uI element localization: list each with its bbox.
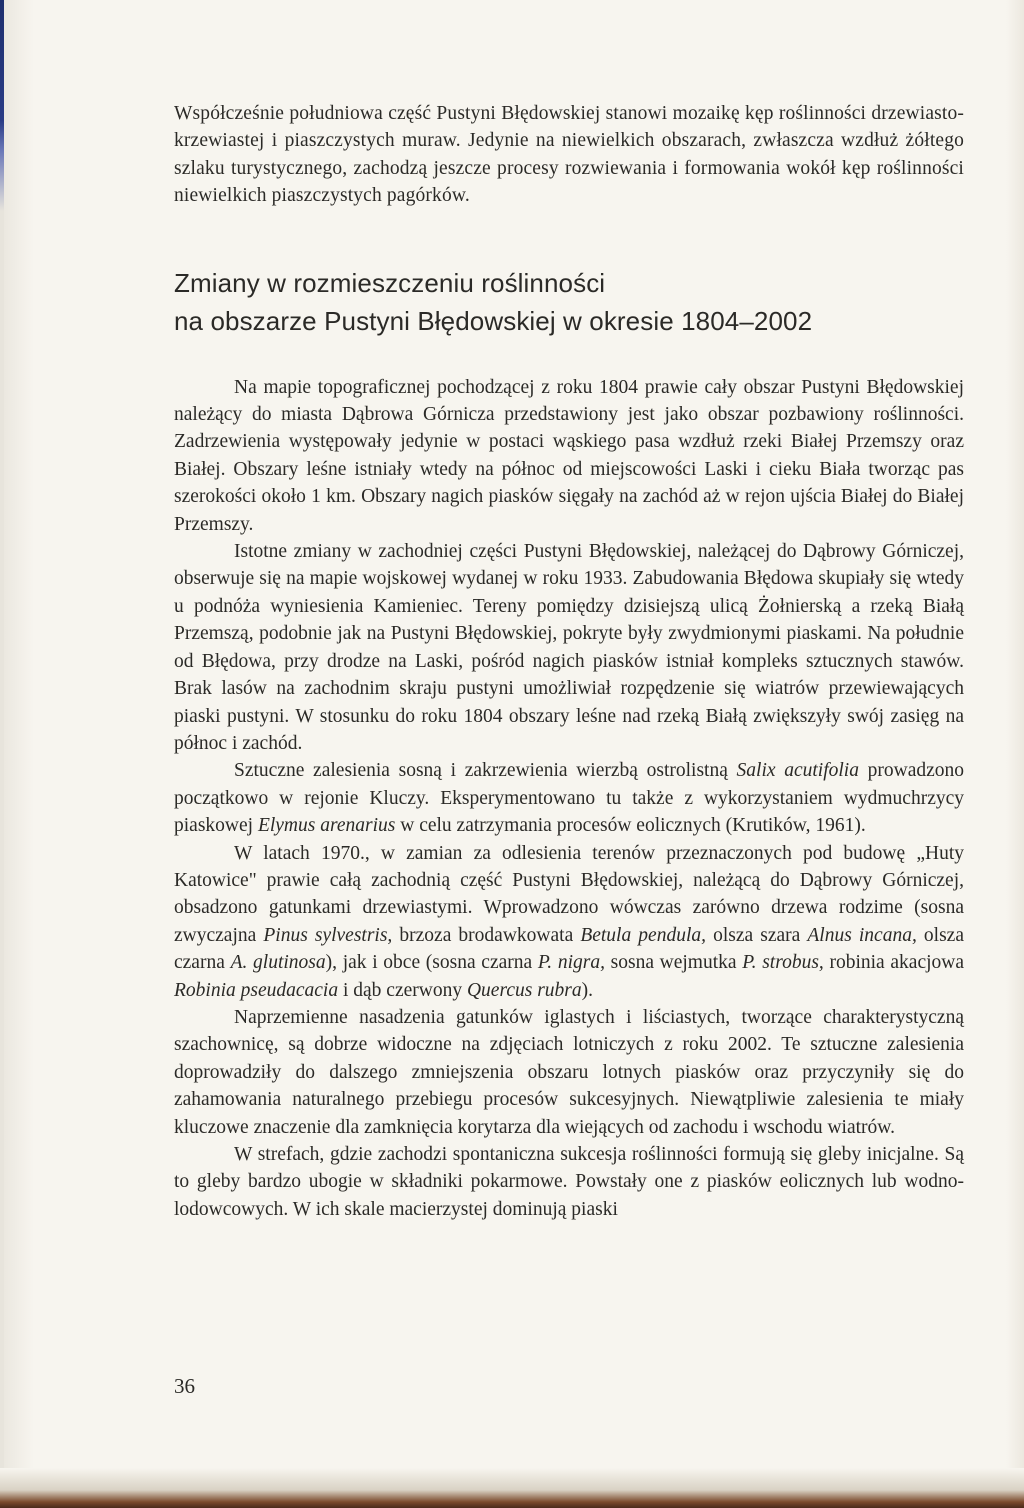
species-name: Elymus arenarius xyxy=(257,815,396,837)
paragraph-1970s-planting xyxy=(174,840,964,1004)
page-content xyxy=(174,100,964,1223)
text-run: sosna wejmutka xyxy=(604,952,743,974)
paragraph-checkerboard: Naprzemienne nasadzenia gatunków iglastych i liściastych, tworzące charakterystyczną szachownicę, są dobrze widoczne na zdjęciach lotniczych z roku 2002. Te sztuczne zalesienia doprowadziły do dalszego zmniejszenia obszaru lotnych piasków oraz przyczyniły się do zahamowania naturalnego przebiegu procesów sukcesyjnych. Niewątpliwie zalesienia te miały kluczowe znaczenie dla zamknięcia korytarza dla wiejących od zachodu i wschodu wiatrów. xyxy=(174,1006,964,1138)
section-body xyxy=(174,374,964,1224)
section-heading-line-1: Zmiany w rozmieszczeniu roślinności xyxy=(174,267,606,298)
text-run: Sztuczne zalesienia sosną i zakrzewienia wierzbą ostrolistną xyxy=(234,760,737,782)
species-name: Quercus rubra xyxy=(466,979,582,1001)
page-number: 36 xyxy=(174,1374,195,1398)
intro-paragraph: Współcześnie południowa część Pustyni Błędowskiej stanowi mozaikę kęp roślinności drzewiasto-krzewiastej i piaszczystych muraw. Jedynie na niewielkich obszarach, zwłaszcza wzdłuż żółtego szlaku turystycznego, zachodzą jeszcze procesy rozwiewania i formowania wokół kęp roślinności niewielkich piaszczystych pagórków. xyxy=(174,103,964,207)
text-run: W latach 1970., w zamian za odlesienia terenów przeznaczonych pod budowę „Huty Katowice" prawie całą zachodnią część Pustyni Błędowskiej, należącą do Dąbrowy Górniczej, obsadzono gatunkami drzewiastymi. Wprowadzono wówczas zarówno drzewa rodzime (sosna zwyczajna xyxy=(174,842,964,946)
paragraph-1933-map: Istotne zmiany w zachodniej części Pustyni Błędowskiej, należącej do Dąbrowy Górniczej, obserwuje się na mapie wojskowej wydanej w roku 1933. Zabudowania Błędowa skupiały się wtedy u podnóża wyniesienia Kamieniec. Tereny pomiędzy dzisiejszą ulicą Żołnierską a rzeką Białą Przemszą, podobnie jak na Pustyni Błędowskiej, pokryte były zwydmionymi piaskami. Na południe od Błędowa, przy drodze na Laski, pośród nagich piasków istniał kompleks sztucznych stawów. Brak lasów na zachodnim skraju pustyni umożliwiał rozpędzenie się wiatrów przewiewających piaski pustyni. W stosunku do roku 1804 obszary leśne nad rzeką Białą zwiększyły swój zasięg na północ i zachód. xyxy=(174,541,964,754)
species-name: Alnus incana, xyxy=(807,924,917,946)
scan-left-edge xyxy=(0,0,34,1508)
text-run: olsza czarna xyxy=(174,924,964,974)
text-run: ). xyxy=(581,979,593,1001)
section-heading xyxy=(174,264,964,340)
species-name: Pinus sylvestris, xyxy=(263,924,393,946)
paragraph-1804-map: Na mapie topograficznej pochodzącej z roku 1804 prawie cały obszar Pustyni Błędowskiej należący do miasta Dąbrowa Górnicza przedstawiony jest jako obszar pozbawiony roślinności. Zadrzewienia występowały jedynie w postaci wąskiego pasa wzdłuż rzeki Białej Przemszy oraz Białej. Obszary leśne istniały wtedy na północ od miejscowości Laski i cieku Biała tworząc pas szerokości około 1 km. Obszary nagich piasków sięgały na zachód aż w rejon ujścia Białej do Białej Przemszy. xyxy=(174,376,964,535)
species-name: Robinia pseudacacia xyxy=(174,979,339,1001)
text-run: w celu zatrzymania procesów eolicznych (Krutików, 1961). xyxy=(395,815,866,837)
species-name: Salix acutifolia xyxy=(736,760,859,782)
text-run: robinia akacjowa xyxy=(823,952,965,974)
paragraph-initial-soils: W strefach, gdzie zachodzi spontaniczna sukcesja roślinności formują się gleby inicjalne. Są to gleby bardzo ubogie w składniki pokarmowe. Powstały one z piasków eolicznych lub wodno-lodowcowych. W ich skale macierzystej dominują piaski xyxy=(174,1144,964,1220)
species-name: P. nigra, xyxy=(537,952,605,974)
text-run: prowadzono początkowo w rejonie Kluczy. Eksperymentowano tu także z wykorzystaniem wydmuchrzycy piaskowej xyxy=(174,760,965,837)
species-name: A. glutinosa xyxy=(230,952,326,974)
text-run: olsza szara xyxy=(706,924,808,946)
text-run: ), jak i obce (sosna czarna xyxy=(325,952,538,974)
species-name: Betula pendula, xyxy=(580,924,706,946)
scan-right-edge xyxy=(1006,0,1024,1508)
paragraph-afforestation-kluczy xyxy=(174,757,964,839)
section-heading-line-2: na obszarze Pustyni Błędowskiej w okresie 1804–2002 xyxy=(174,305,813,336)
text-run: i dąb czerwony xyxy=(338,979,467,1001)
text-run: brzoza brodawkowata xyxy=(392,924,581,946)
species-name: P. strobus, xyxy=(742,952,824,974)
scan-bottom-edge xyxy=(0,1468,1024,1508)
